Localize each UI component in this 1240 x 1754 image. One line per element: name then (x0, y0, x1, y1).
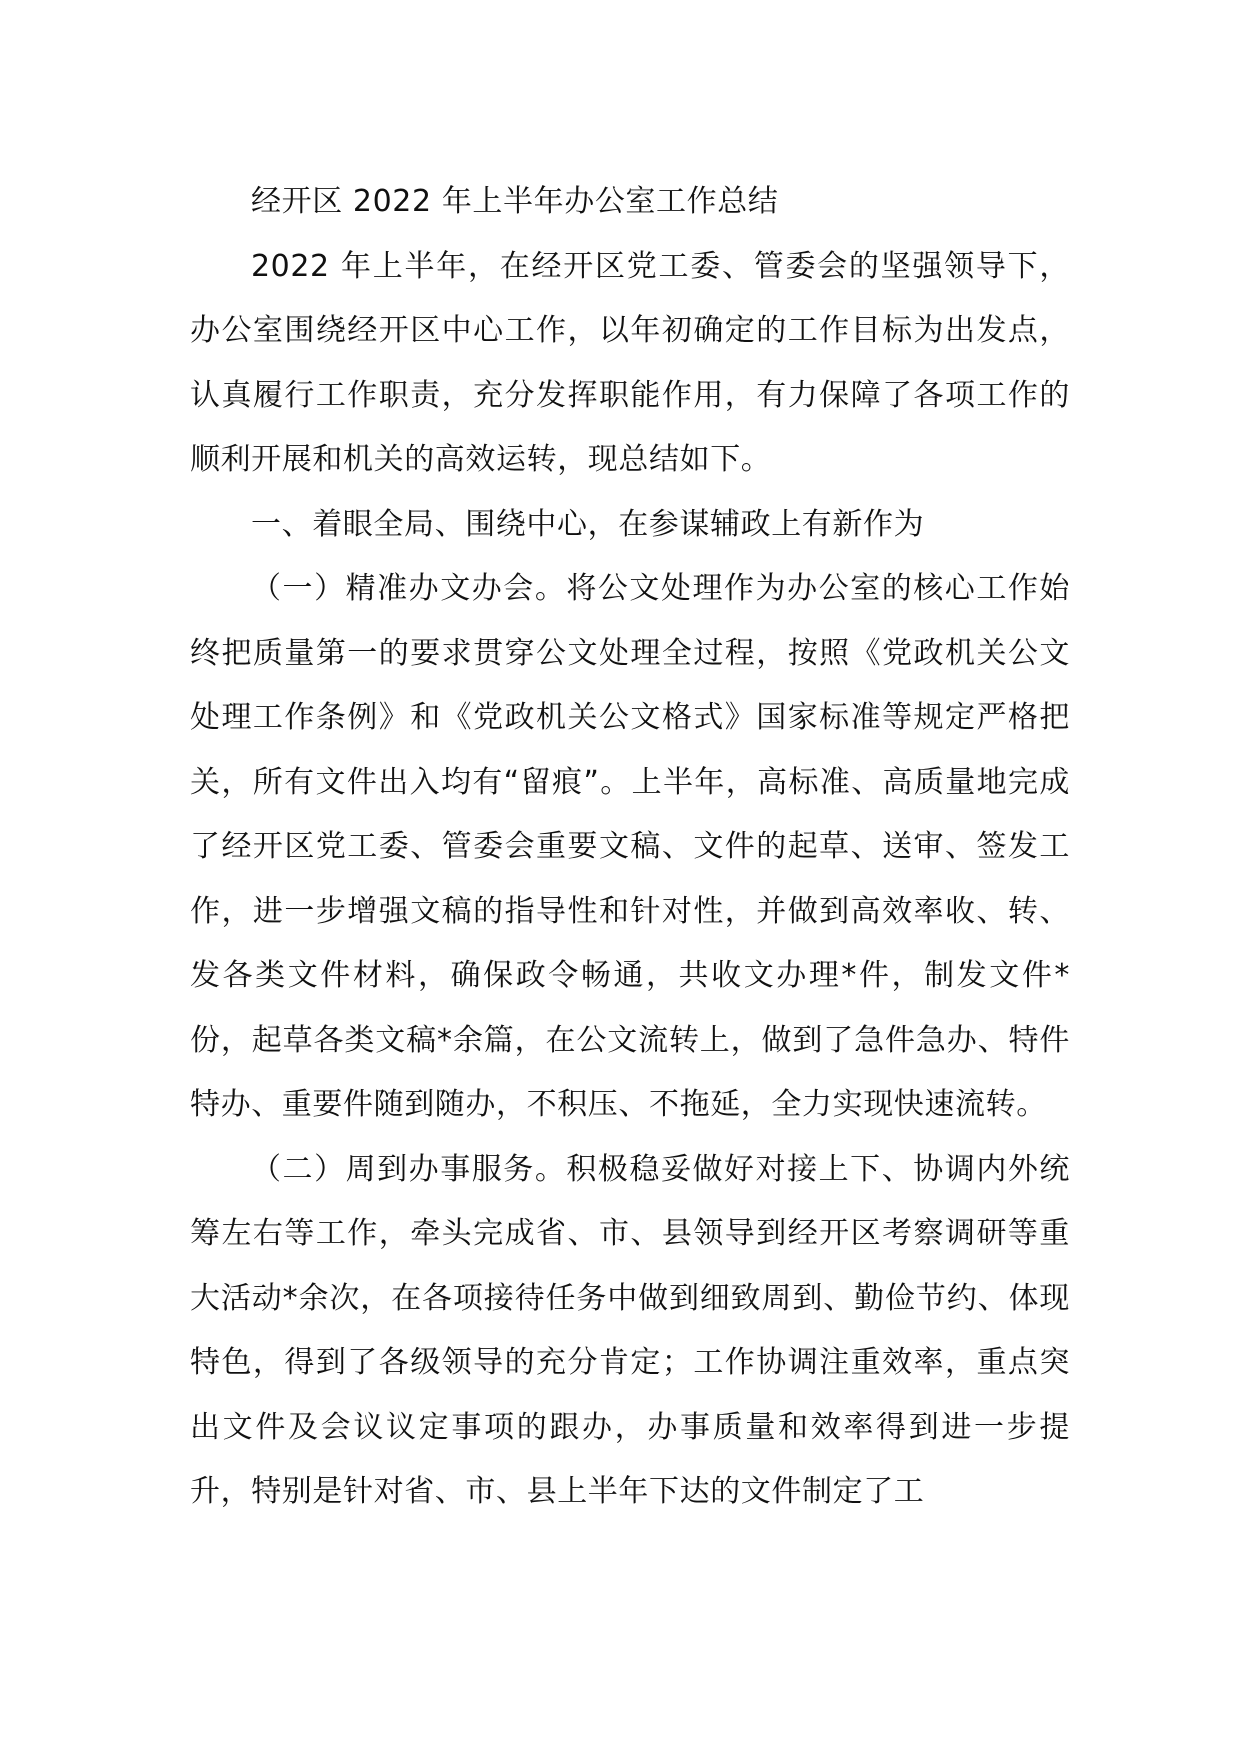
intro-paragraph: 2022 年上半年，在经开区党工委、管委会的坚强领导下，办公室围绕经开区中心工作，以年初确定的工作目标为出发点，认真履行工作职责，充分发挥职能作用，有力保障了各项工作的顺利开展和机关的高效运转，现总结如下。 (190, 248, 1070, 477)
document-body (190, 170, 1070, 1525)
document-title: 经开区 2022 年上半年办公室工作总结 (251, 184, 779, 219)
section-heading-1: 一、着眼全局、围绕中心，在参谋辅政上有新作为 (251, 506, 925, 542)
subsection-paragraph-1: （一）精准办文办会。将公文处理作为办公室的核心工作始终把质量第一的要求贯穿公文处理全过程，按照《党政机关公文处理工作条例》和《党政机关公文格式》国家标准等规定严格把关，所有文件出入均有“留痕”。上半年，高标准、高质量地完成了经开区党工委、管委会重要文稿、文件的起草、送审、签发工作，进一步增强文稿的指导性和针对性，并做到高效率收、转、发各类文件材料，确保政令畅通，共收文办理*件，制发文件*份，起草各类文稿*余篇，在公文流转上，做到了急件急办、特件特办、重要件随到随办，不积压、不拖延，全力实现快速流转。 (190, 571, 1070, 1122)
subsection-paragraph-2: （二）周到办事服务。积极稳妥做好对接上下、协调内外统筹左右等工作，牵头完成省、市、县领导到经开区考察调研等重大活动*余次，在各项接待任务中做到细致周到、勤俭节约、体现特色，得到了各级领导的充分肯定；工作协调注重效率，重点突出文件及会议议定事项的跟办，办事质量和效率得到进一步提升，特别是针对省、市、县上半年下达的文件制定了工 (190, 1151, 1070, 1509)
